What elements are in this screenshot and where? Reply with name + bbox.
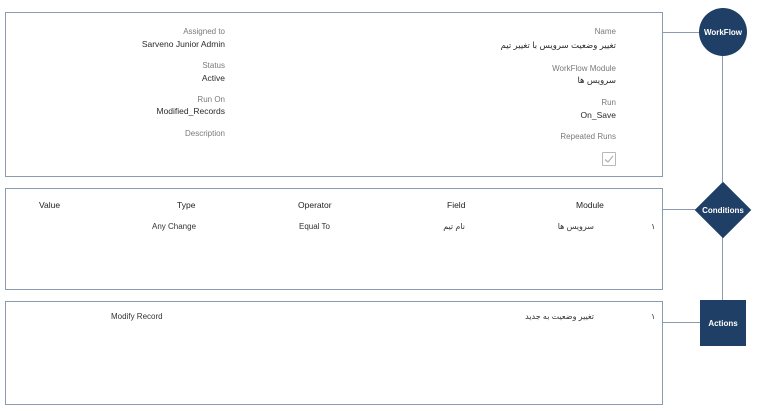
condition-operator: Equal To [299, 222, 330, 231]
repeated-runs-checkbox[interactable] [602, 152, 616, 166]
connector-line [663, 32, 700, 33]
column-header-value: Value [39, 200, 61, 210]
run-on-value: Modified_Records [156, 106, 225, 116]
run-on-label: Run On [197, 95, 225, 104]
column-header-type: Type [177, 200, 196, 210]
workflow-node-label: WorkFlow [703, 27, 743, 37]
workflow-module-label: WorkFlow Module [552, 64, 616, 73]
run-label: Run [601, 98, 616, 107]
conditions-panel [5, 188, 663, 290]
condition-module: سرویس ها [557, 222, 594, 231]
workflow-details-panel [5, 12, 663, 177]
condition-type: Any Change [152, 222, 197, 231]
action-type: Modify Record [111, 312, 163, 321]
assigned-to-value: Sarveno Junior Admin [141, 39, 225, 49]
status-value: Active [201, 73, 225, 83]
status-label: Status [202, 61, 225, 70]
checkmark-icon [603, 153, 615, 165]
condition-index: ۱ [651, 222, 656, 231]
action-index: ۱ [651, 312, 656, 321]
description-label: Description [184, 129, 225, 138]
repeated-runs-label: Repeated Runs [560, 132, 616, 141]
connector-line [722, 237, 723, 300]
condition-field: نام تیم [443, 222, 465, 231]
actions-node-label: Actions [708, 318, 738, 328]
actions-panel [5, 301, 663, 405]
name-label: Name [594, 27, 616, 36]
action-name: تغییر وضعیت به جدید [525, 312, 594, 321]
column-header-operator: Operator [298, 200, 332, 210]
workflow-module-value: سرویس ها [577, 75, 616, 85]
connector-line [722, 56, 723, 182]
workflow-node[interactable] [699, 8, 747, 56]
name-value: تغییر وضعیت سرویس با تغییر تیم [500, 40, 616, 50]
conditions-node-label: Conditions [702, 205, 744, 215]
connector-line [663, 322, 700, 323]
column-header-module: Module [576, 200, 604, 210]
column-header-field: Field [447, 200, 466, 210]
assigned-to-label: Assigned to [183, 27, 225, 36]
actions-node[interactable] [700, 300, 746, 346]
conditions-node[interactable] [695, 182, 751, 238]
run-value: On_Save [580, 110, 616, 120]
